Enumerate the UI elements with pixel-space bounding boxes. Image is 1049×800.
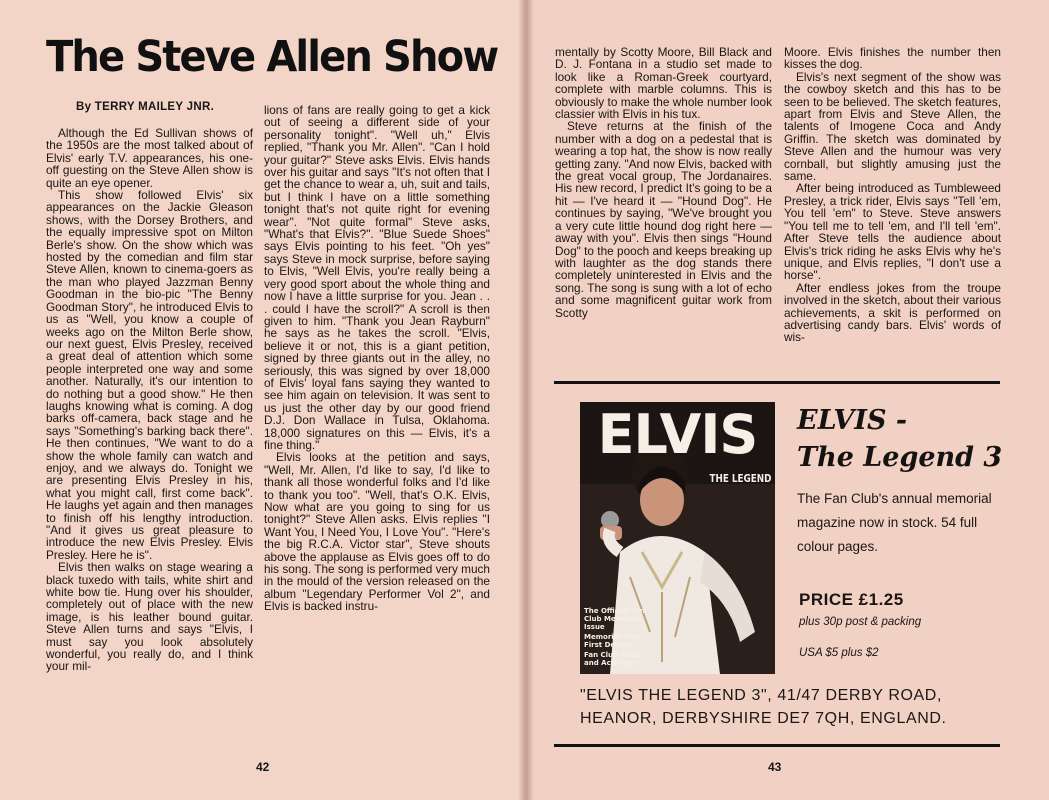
paragraph: This show followed Elvis' six appearances on the Jackie Gleason shows, with the Dorsey Brothers, and the equally impressive spot on Milton Berle's show. On the show which was hosted by the comedian and film star Steve Allen, known to cinema-goers as the man who played Jazzman Benny Goodman in the bio-pic "The Benny Goodman Story", he introduced Elvis to us as "Well, you know a couple of weeks ago on the Milton Berle show, our next guest, Elvis Presley, received a great deal of attention which some people interpreted one way and some another. Naturally, it's our intention to do nothing but a good show." He then laughs knowing what is coming. A dog barks off-camera, back stage and he says "Something's barking back there". He then continues, "We want to do a show the whole family can watch and enjoy, and we always do. Tonight we are presenting Elvis Presley in his, what you might call, first come back". He laughs yet again and then manages to finish off his lengthy introduction. "And it gives us great pleasure to introduce the new Elvis Presley. Elvis Presley. Here he is".	[46, 188, 253, 562]
cover-side-line: Fan Club News and Activities	[584, 651, 642, 667]
cover-subtitle: THE LEGEND	[709, 472, 771, 485]
advert-address-line-1: "ELVIS THE LEGEND 3", 41/47 DERBY ROAD,	[580, 687, 943, 704]
paragraph: Elvis's next segment of the show was the cowboy sketch and this has to be seen to be believed. The sketch features, apart from Elvis and Steve Allen, the talents of Imogene Coca and Andy Griffin. The sketch was dominated by Steve Allen and the humour was very cornball, but slightly amusing just the same.	[784, 69, 1001, 184]
article-byline: By TERRY MAILEY JNR.	[76, 101, 215, 113]
advert-headline-line-2: The Legend 3	[797, 442, 1003, 473]
advert-usa-price: USA $5 plus $2	[799, 647, 879, 659]
cover-side-text	[584, 607, 650, 669]
paragraph: lions of fans are really going to get a kick out of seeing a different side of your personality tonight". "Well uh," Elvis replied, "Thank you Mr. Allen". "Can I hold your guitar?" Steve asks Elvis. Elvis hands over his guitar and says "It's not often that I get the chance to wear a, uh, suit and tails, but I think I have on a little something tonight that's not quite right for evening wear". "Not quite formal" Steve asks, "What's that Elvis?". "Blue Suede Shoes" says Elvis pointing to his feet. "Oh yes" says Steve in mock surprise, before saying to Elvis, "Well Elvis, you're really being a very good sport about the whole thing and now I have a little surprise for you. Jean . . . could I have the scroll?" A scroll is then given to him. "Thank you Jean Rayburn" he says as he takes the scroll. "Elvis, believe it or not, this is a giant petition, signed by three giants out in the alley, no seriously, this was signed by over 18,000 of Elvis' loyal fans saying they wanted to see him again on television. It was sent to us just the other day by our good friend D.J. Don Wallace in Tulsa, Oklahoma. 18,000 signatures on this — Elvis, it's a fine thing."	[264, 104, 490, 452]
magazine-cover-image	[580, 402, 775, 674]
paragraph: Elvis then walks on stage wearing a black tuxedo with tails, white shirt and white bow tie. Hung over his shoulder, completely out of place with the new image, is his leather bound guitar. Steve Allen turns and says "Elvis, I must say you look absolutely wonderful, you really do, and I think your mil-	[46, 560, 253, 674]
advert-headline-line-1: ELVIS -	[797, 405, 908, 436]
paragraph: After endless jokes from the troupe involved in the sketch, about their various achievements, a skit is performed on advertising candy bars. Elvis' words of wis-	[784, 280, 1001, 345]
article-column-4	[784, 46, 1001, 376]
paragraph: Although the Ed Sullivan shows of the 1950s are the most talked about of Elvis' early T.V. appearances, his one-off guesting on the Steve Allen show is quite an eye opener.	[46, 127, 253, 190]
advert-bottom-rule	[554, 744, 1000, 747]
cover-side-line: Memorial Tour First Details	[584, 633, 641, 649]
paragraph: Steve returns at the finish of the number with a dog on a pedestal that is wearing a top hat, the show is now really getting zany. "And now Elvis, backed with the great vocal group, The Jordanaires. His new record, I predict It's going to be a hit — I've heard it — "Hound Dog". He continues by saying, "We've brought you a very cute little hound dog right here — away with you". Elvis then sings "Hound Dog" to the pooch and keeps breaking up with laughter as the dog stands there completely uninterested in Elvis and the song. The song is sung with a lot of echo and some magnificent guitar work from Scotty	[555, 119, 772, 320]
advert-headline	[797, 402, 1002, 476]
article-column-2	[264, 104, 490, 753]
advert-address	[580, 684, 947, 730]
article-column-1	[46, 127, 253, 753]
page-number-left: 42	[256, 760, 270, 774]
paragraph: Elvis looks at the petition and says, "Well, Mr. Allen, I'd like to say, I'd like to thank all those wonderful folks and I'd like to thank you too". "Well, that's O.K. Elvis, Now what are you going to sing for us tonight?" Steve Allen asks. Elvis replies "I Want You, I Need You, I Love You". "Here's the big R.C.A. Victor star", Steve shouts above the applause as Elvis goes off to do his song. The song is performed very much in the mould of the version released on the album "Legendary Performer Vol 2", and Elvis is backed instru-	[264, 450, 490, 614]
article-title: The Steve Allen Show	[46, 32, 498, 82]
cover-side-line: The Official Fan Club Memorial Issue	[584, 607, 645, 631]
paragraph: After being introduced as Tumbleweed Presley, a trick rider, Elvis says "Tell 'em, You tell 'em" to Steve. Steve answers "You tell me to tell 'em, and I'll tell 'em". After Steve tells the audience about Elvis's trick riding he asks Elvis why he's unique, and Elvis replies, "I don't use a horse".	[784, 181, 1001, 283]
page-gutter	[518, 0, 534, 800]
advert-address-line-2: HEANOR, DERBYSHIRE DE7 7QH, ENGLAND.	[580, 710, 947, 727]
advert-description: The Fan Club's annual memorial magazine now in stock. 54 full colour pages.	[797, 491, 992, 554]
advert-postage: plus 30p post & packing	[799, 616, 922, 628]
cover-title: ELVIS	[597, 403, 758, 466]
page-number-right: 43	[768, 760, 782, 774]
paragraph: mentally by Scotty Moore, Bill Black and D. J. Fontana in a studio set made to look like a Roman-Greek courtyard, complete with marble columns. This is obviously to make the whole number look classier with Elvis in his tux.	[555, 46, 772, 122]
article-column-3	[555, 46, 772, 376]
advert-price: PRICE £1.25	[799, 590, 904, 609]
paragraph: Moore. Elvis finishes the number then kisses the dog.	[784, 46, 1001, 72]
advert-top-rule	[554, 381, 1000, 384]
